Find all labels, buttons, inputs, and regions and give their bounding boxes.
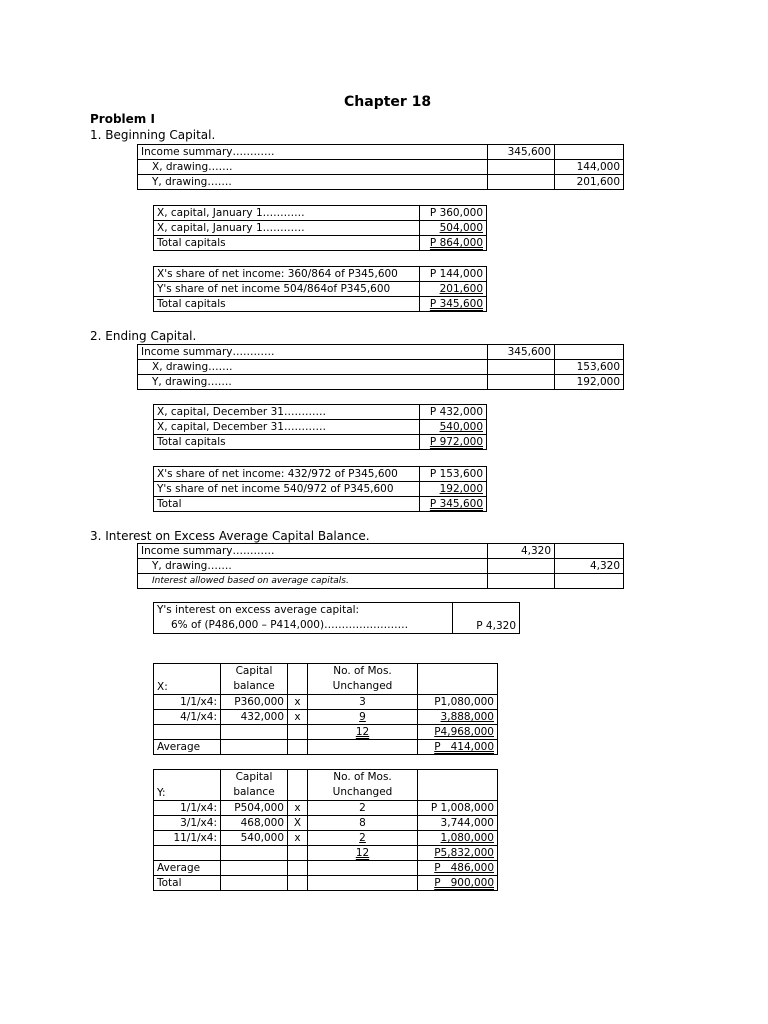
table-row bbox=[154, 297, 487, 312]
date-cell: 11/1/x4: bbox=[154, 831, 221, 846]
table-row bbox=[154, 801, 498, 816]
debit-amount: 345,600 bbox=[488, 345, 555, 360]
section-1-heading: 1. Beginning Capital. bbox=[90, 128, 216, 142]
table-row bbox=[154, 282, 487, 297]
months-header bbox=[308, 770, 418, 801]
table-row bbox=[154, 831, 498, 846]
income-share-table-beginning bbox=[153, 266, 487, 312]
times-cell bbox=[288, 846, 308, 861]
empty-cell bbox=[221, 740, 288, 755]
months-cell: 2 bbox=[308, 831, 418, 846]
interest-line-1: Y's interest on excess average capital: bbox=[157, 604, 360, 616]
interest-label bbox=[154, 603, 453, 634]
account-label: Y, drawing……. bbox=[138, 175, 488, 190]
header-line: Unchanged bbox=[332, 680, 393, 692]
page-title: Chapter 18 bbox=[344, 94, 432, 110]
table-row bbox=[154, 603, 520, 634]
row-amount: P 153,600 bbox=[420, 467, 487, 482]
table-row bbox=[154, 846, 498, 861]
times-cell: x bbox=[288, 695, 308, 710]
empty-cell bbox=[418, 770, 498, 801]
table-row bbox=[138, 145, 624, 160]
problem-heading: Problem I bbox=[90, 112, 155, 126]
months-cell: 9 bbox=[308, 710, 418, 725]
debit-amount bbox=[488, 160, 555, 175]
journal-entry-interest bbox=[137, 543, 624, 589]
row-label: Total capitals bbox=[154, 297, 420, 312]
row-amount: 192,000 bbox=[420, 482, 487, 497]
empty-cell bbox=[288, 770, 308, 801]
average-amount: P 414,000 bbox=[418, 740, 498, 755]
balance-cell: P360,000 bbox=[221, 695, 288, 710]
section-3-heading: 3. Interest on Excess Average Capital Balance. bbox=[90, 529, 370, 543]
row-label: X, capital, December 31………… bbox=[154, 420, 420, 435]
header-line: balance bbox=[233, 680, 275, 692]
balance-cell bbox=[221, 846, 288, 861]
empty-cell bbox=[555, 574, 624, 589]
months-cell: 12 bbox=[308, 846, 418, 861]
header-line: Capital bbox=[235, 771, 273, 783]
account-label: Income summary………… bbox=[138, 544, 488, 559]
empty-cell bbox=[308, 861, 418, 876]
row-label: Y's share of net income 504/864of P345,600 bbox=[154, 282, 420, 297]
debit-amount bbox=[488, 360, 555, 375]
times-cell: x bbox=[288, 831, 308, 846]
balance-cell: 432,000 bbox=[221, 710, 288, 725]
empty-cell bbox=[288, 740, 308, 755]
date-cell bbox=[154, 725, 221, 740]
credit-amount: 201,600 bbox=[555, 175, 624, 190]
table-row bbox=[154, 725, 498, 740]
date-cell: 3/1/x4: bbox=[154, 816, 221, 831]
table-row bbox=[154, 467, 487, 482]
entry-note: Interest allowed based on average capitals. bbox=[138, 574, 488, 589]
row-amount: P 432,000 bbox=[420, 405, 487, 420]
header-line: Unchanged bbox=[332, 786, 393, 798]
table-row bbox=[154, 497, 487, 512]
credit-amount bbox=[555, 544, 624, 559]
capital-balance-header bbox=[221, 664, 288, 695]
account-label: X, drawing……. bbox=[138, 360, 488, 375]
interest-computation-table bbox=[153, 602, 520, 634]
interest-amount: P 4,320 bbox=[453, 603, 520, 634]
row-label: Total capitals bbox=[154, 236, 420, 251]
header-line: No. of Mos. bbox=[333, 665, 392, 677]
date-cell: 1/1/x4: bbox=[154, 801, 221, 816]
table-row bbox=[154, 236, 487, 251]
months-cell: 12 bbox=[308, 725, 418, 740]
header-line: Capital bbox=[235, 665, 273, 677]
table-row bbox=[138, 375, 624, 390]
header-line: No. of Mos. bbox=[333, 771, 392, 783]
total-amount: P 900,000 bbox=[418, 876, 498, 891]
row-label: X, capital, January 1………… bbox=[154, 206, 420, 221]
table-row bbox=[154, 816, 498, 831]
total-label: Total bbox=[154, 876, 221, 891]
empty-cell bbox=[418, 664, 498, 695]
date-cell: 4/1/x4: bbox=[154, 710, 221, 725]
table-row bbox=[138, 160, 624, 175]
account-label: Income summary………… bbox=[138, 345, 488, 360]
header-line: balance bbox=[233, 786, 275, 798]
row-label: X, capital, December 31………… bbox=[154, 405, 420, 420]
debit-amount: 345,600 bbox=[488, 145, 555, 160]
table-row bbox=[154, 420, 487, 435]
table-header-row bbox=[154, 664, 498, 695]
journal-entry-beginning bbox=[137, 144, 624, 190]
row-amount: P 864,000 bbox=[420, 236, 487, 251]
table-row bbox=[154, 405, 487, 420]
section-2-heading: 2. Ending Capital. bbox=[90, 329, 197, 343]
table-row bbox=[138, 574, 624, 589]
row-label: Total bbox=[154, 497, 420, 512]
times-cell: X bbox=[288, 816, 308, 831]
credit-amount bbox=[555, 345, 624, 360]
partner-label: Y: bbox=[154, 770, 221, 801]
row-amount: P 345,600 bbox=[420, 297, 487, 312]
balance-cell: 468,000 bbox=[221, 816, 288, 831]
y-average-capital-table bbox=[153, 769, 498, 891]
row-amount: P 345,600 bbox=[420, 497, 487, 512]
balance-cell: P504,000 bbox=[221, 801, 288, 816]
table-row bbox=[138, 345, 624, 360]
row-amount: 201,600 bbox=[420, 282, 487, 297]
empty-cell bbox=[221, 861, 288, 876]
months-header bbox=[308, 664, 418, 695]
row-amount: 540,000 bbox=[420, 420, 487, 435]
table-header-row bbox=[154, 770, 498, 801]
debit-amount bbox=[488, 559, 555, 574]
empty-cell bbox=[288, 664, 308, 695]
times-cell bbox=[288, 725, 308, 740]
balance-cell bbox=[221, 725, 288, 740]
empty-cell bbox=[221, 876, 288, 891]
total-cell: 1,080,000 bbox=[418, 831, 498, 846]
row-label: X's share of net income: 360/864 of P345,600 bbox=[154, 267, 420, 282]
table-row bbox=[138, 544, 624, 559]
table-row bbox=[154, 267, 487, 282]
credit-amount: 144,000 bbox=[555, 160, 624, 175]
average-amount: P 486,000 bbox=[418, 861, 498, 876]
empty-cell bbox=[308, 876, 418, 891]
average-label: Average bbox=[154, 861, 221, 876]
table-row bbox=[138, 175, 624, 190]
months-cell: 8 bbox=[308, 816, 418, 831]
total-cell: P 1,008,000 bbox=[418, 801, 498, 816]
table-row bbox=[138, 559, 624, 574]
credit-amount: 153,600 bbox=[555, 360, 624, 375]
months-cell: 3 bbox=[308, 695, 418, 710]
average-label: Average bbox=[154, 740, 221, 755]
row-amount: P 972,000 bbox=[420, 435, 487, 450]
row-amount: 504,000 bbox=[420, 221, 487, 236]
table-row bbox=[154, 221, 487, 236]
empty-cell bbox=[288, 861, 308, 876]
table-row bbox=[154, 710, 498, 725]
debit-amount: 4,320 bbox=[488, 544, 555, 559]
table-row bbox=[154, 435, 487, 450]
table-row bbox=[154, 695, 498, 710]
row-amount: P 144,000 bbox=[420, 267, 487, 282]
account-label: Y, drawing……. bbox=[138, 375, 488, 390]
account-label: Y, drawing……. bbox=[138, 559, 488, 574]
credit-amount: 192,000 bbox=[555, 375, 624, 390]
total-cell: P5,832,000 bbox=[418, 846, 498, 861]
date-cell: 1/1/x4: bbox=[154, 695, 221, 710]
table-row bbox=[154, 482, 487, 497]
empty-cell bbox=[308, 740, 418, 755]
account-label: Income summary………… bbox=[138, 145, 488, 160]
date-cell bbox=[154, 846, 221, 861]
table-row bbox=[154, 876, 498, 891]
x-average-capital-table bbox=[153, 663, 498, 755]
row-amount: P 360,000 bbox=[420, 206, 487, 221]
row-label: Total capitals bbox=[154, 435, 420, 450]
account-label: X, drawing……. bbox=[138, 160, 488, 175]
debit-amount bbox=[488, 175, 555, 190]
capital-table-beginning bbox=[153, 205, 487, 251]
capital-balance-header bbox=[221, 770, 288, 801]
balance-cell: 540,000 bbox=[221, 831, 288, 846]
partner-label: X: bbox=[154, 664, 221, 695]
row-label: Y's share of net income 540/972 of P345,600 bbox=[154, 482, 420, 497]
table-row bbox=[154, 861, 498, 876]
interest-line-2: 6% of (P486,000 – P414,000)…………………… bbox=[171, 619, 409, 631]
table-row bbox=[138, 360, 624, 375]
journal-entry-ending bbox=[137, 344, 624, 390]
total-cell: 3,888,000 bbox=[418, 710, 498, 725]
table-row bbox=[154, 740, 498, 755]
empty-cell bbox=[488, 574, 555, 589]
total-cell: 3,744,000 bbox=[418, 816, 498, 831]
debit-amount bbox=[488, 375, 555, 390]
credit-amount bbox=[555, 145, 624, 160]
credit-amount: 4,320 bbox=[555, 559, 624, 574]
months-cell: 2 bbox=[308, 801, 418, 816]
total-cell: P1,080,000 bbox=[418, 695, 498, 710]
times-cell: x bbox=[288, 710, 308, 725]
row-label: X's share of net income: 432/972 of P345,600 bbox=[154, 467, 420, 482]
table-row bbox=[154, 206, 487, 221]
empty-cell bbox=[288, 876, 308, 891]
capital-table-ending bbox=[153, 404, 487, 450]
row-label: X, capital, January 1………… bbox=[154, 221, 420, 236]
total-cell: P4,968,000 bbox=[418, 725, 498, 740]
income-share-table-ending bbox=[153, 466, 487, 512]
times-cell: x bbox=[288, 801, 308, 816]
